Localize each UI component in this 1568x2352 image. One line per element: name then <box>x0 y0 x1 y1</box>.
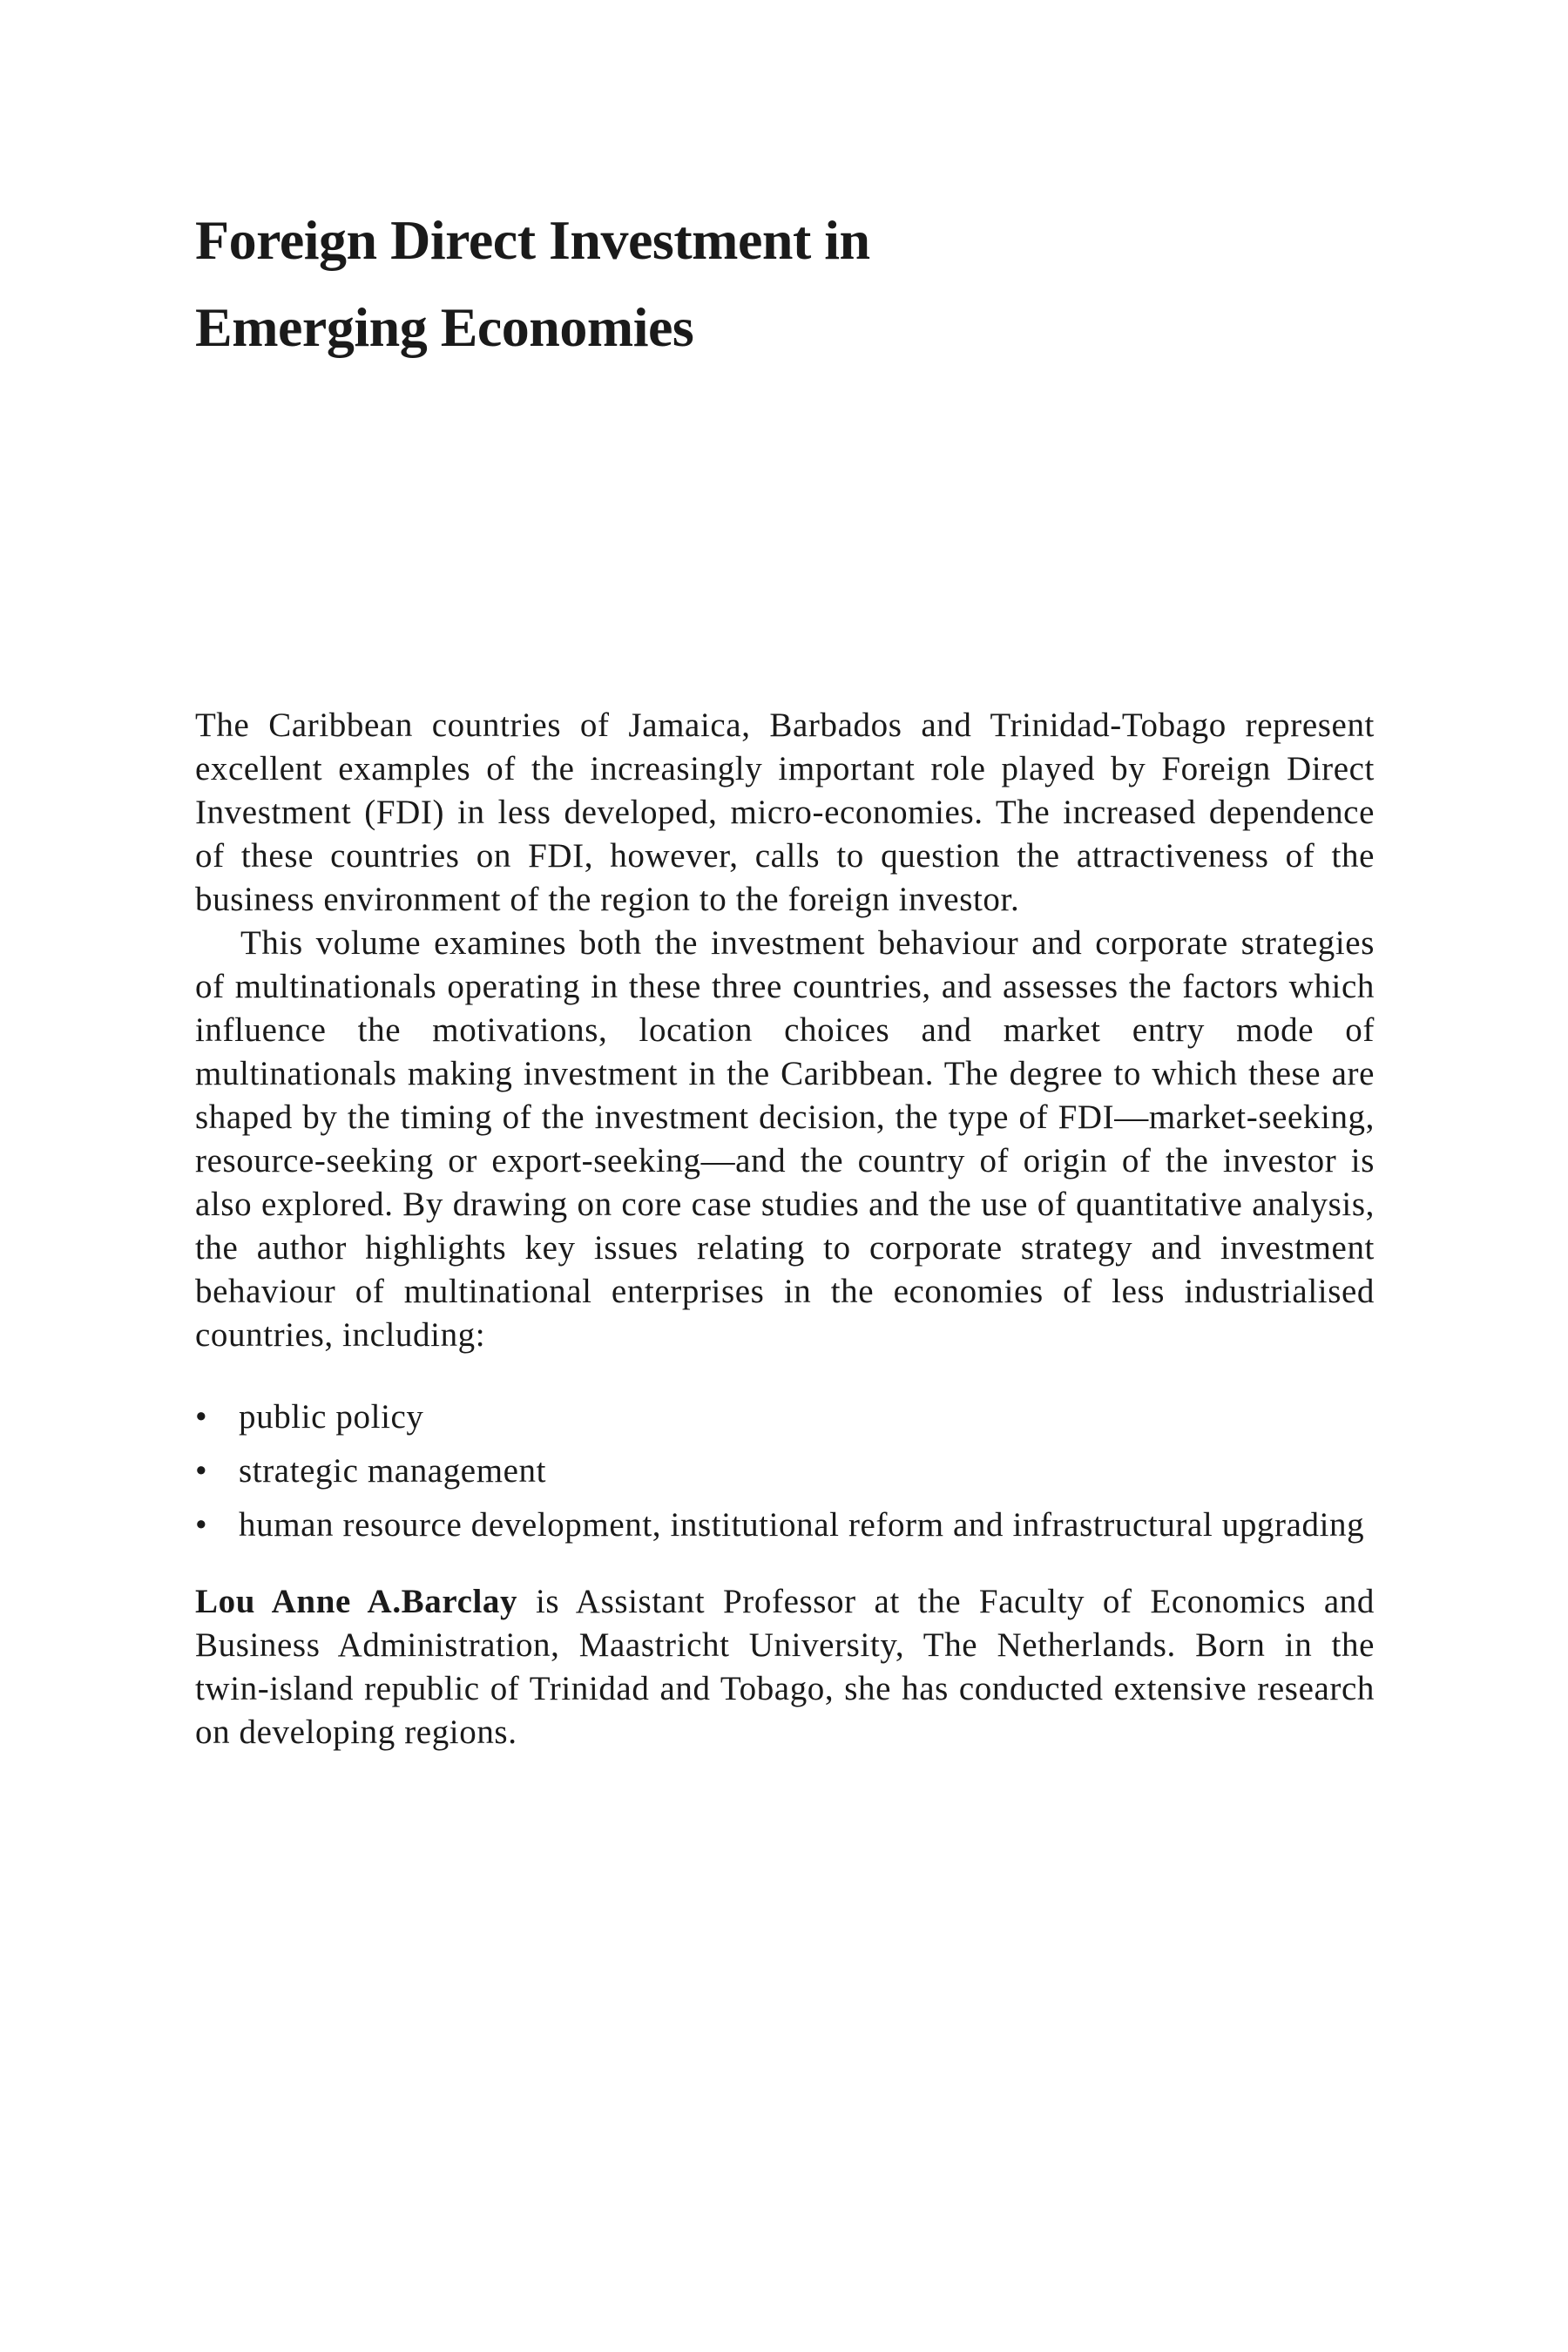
author-bio-text: is Assistant Professor at the Faculty of Economics and Business Administration, Maastricht University, The Netherlands. Born in the twin-island republic of Trinidad and Tobago, she has conducted extensive research on developing regions. <box>195 1583 1375 1751</box>
author-name: Lou Anne A.Barclay <box>195 1583 518 1620</box>
list-item <box>195 1450 1375 1493</box>
list-item-text: public policy <box>239 1398 424 1436</box>
bullet-list <box>195 1396 1375 1547</box>
blurb-body <box>195 704 1375 1754</box>
author-bio <box>195 1580 1375 1754</box>
list-item-text: strategic management <box>239 1452 547 1490</box>
bullet-icon: • <box>195 1398 208 1436</box>
list-item-text: human resource development, institutional reform and infrastructural upgrading <box>239 1506 1365 1544</box>
paragraph-volume: This volume examines both the investment behaviour and corporate strategies of multinationals operating in these three countries, and assesses the factors which influence the motivations, location choices and market entry mode of multinationals making investment in the Caribbean. The degree to which these are shaped by the timing of the investment decision, the type of FDI—market-seeking, resource-seeking or export-seeking—and the country of origin of the investor is also explored. By drawing on core case studies and the use of quantitative analysis, the author highlights key issues relating to corporate strategy and investment behaviour of multinational enterprises in the economies of less industrialised countries, including: <box>195 924 1375 1354</box>
paragraph-intro: The Caribbean countries of Jamaica, Barbados and Trinidad-Tobago represent excellent examples of the increasingly important role played by Foreign Direct Investment (FDI) in less developed, micro-economies. The increased dependence of these countries on FDI, however, calls to question the attractiveness of the business environment of the region to the foreign investor. <box>195 706 1375 918</box>
bullet-icon: • <box>195 1506 208 1544</box>
page-title <box>195 197 1380 371</box>
bullet-icon: • <box>195 1452 208 1490</box>
title-line-2: Emerging Economies <box>195 296 694 358</box>
title-line-1: Foreign Direct Investment in <box>195 209 870 271</box>
list-item <box>195 1504 1375 1547</box>
list-item <box>195 1396 1375 1439</box>
